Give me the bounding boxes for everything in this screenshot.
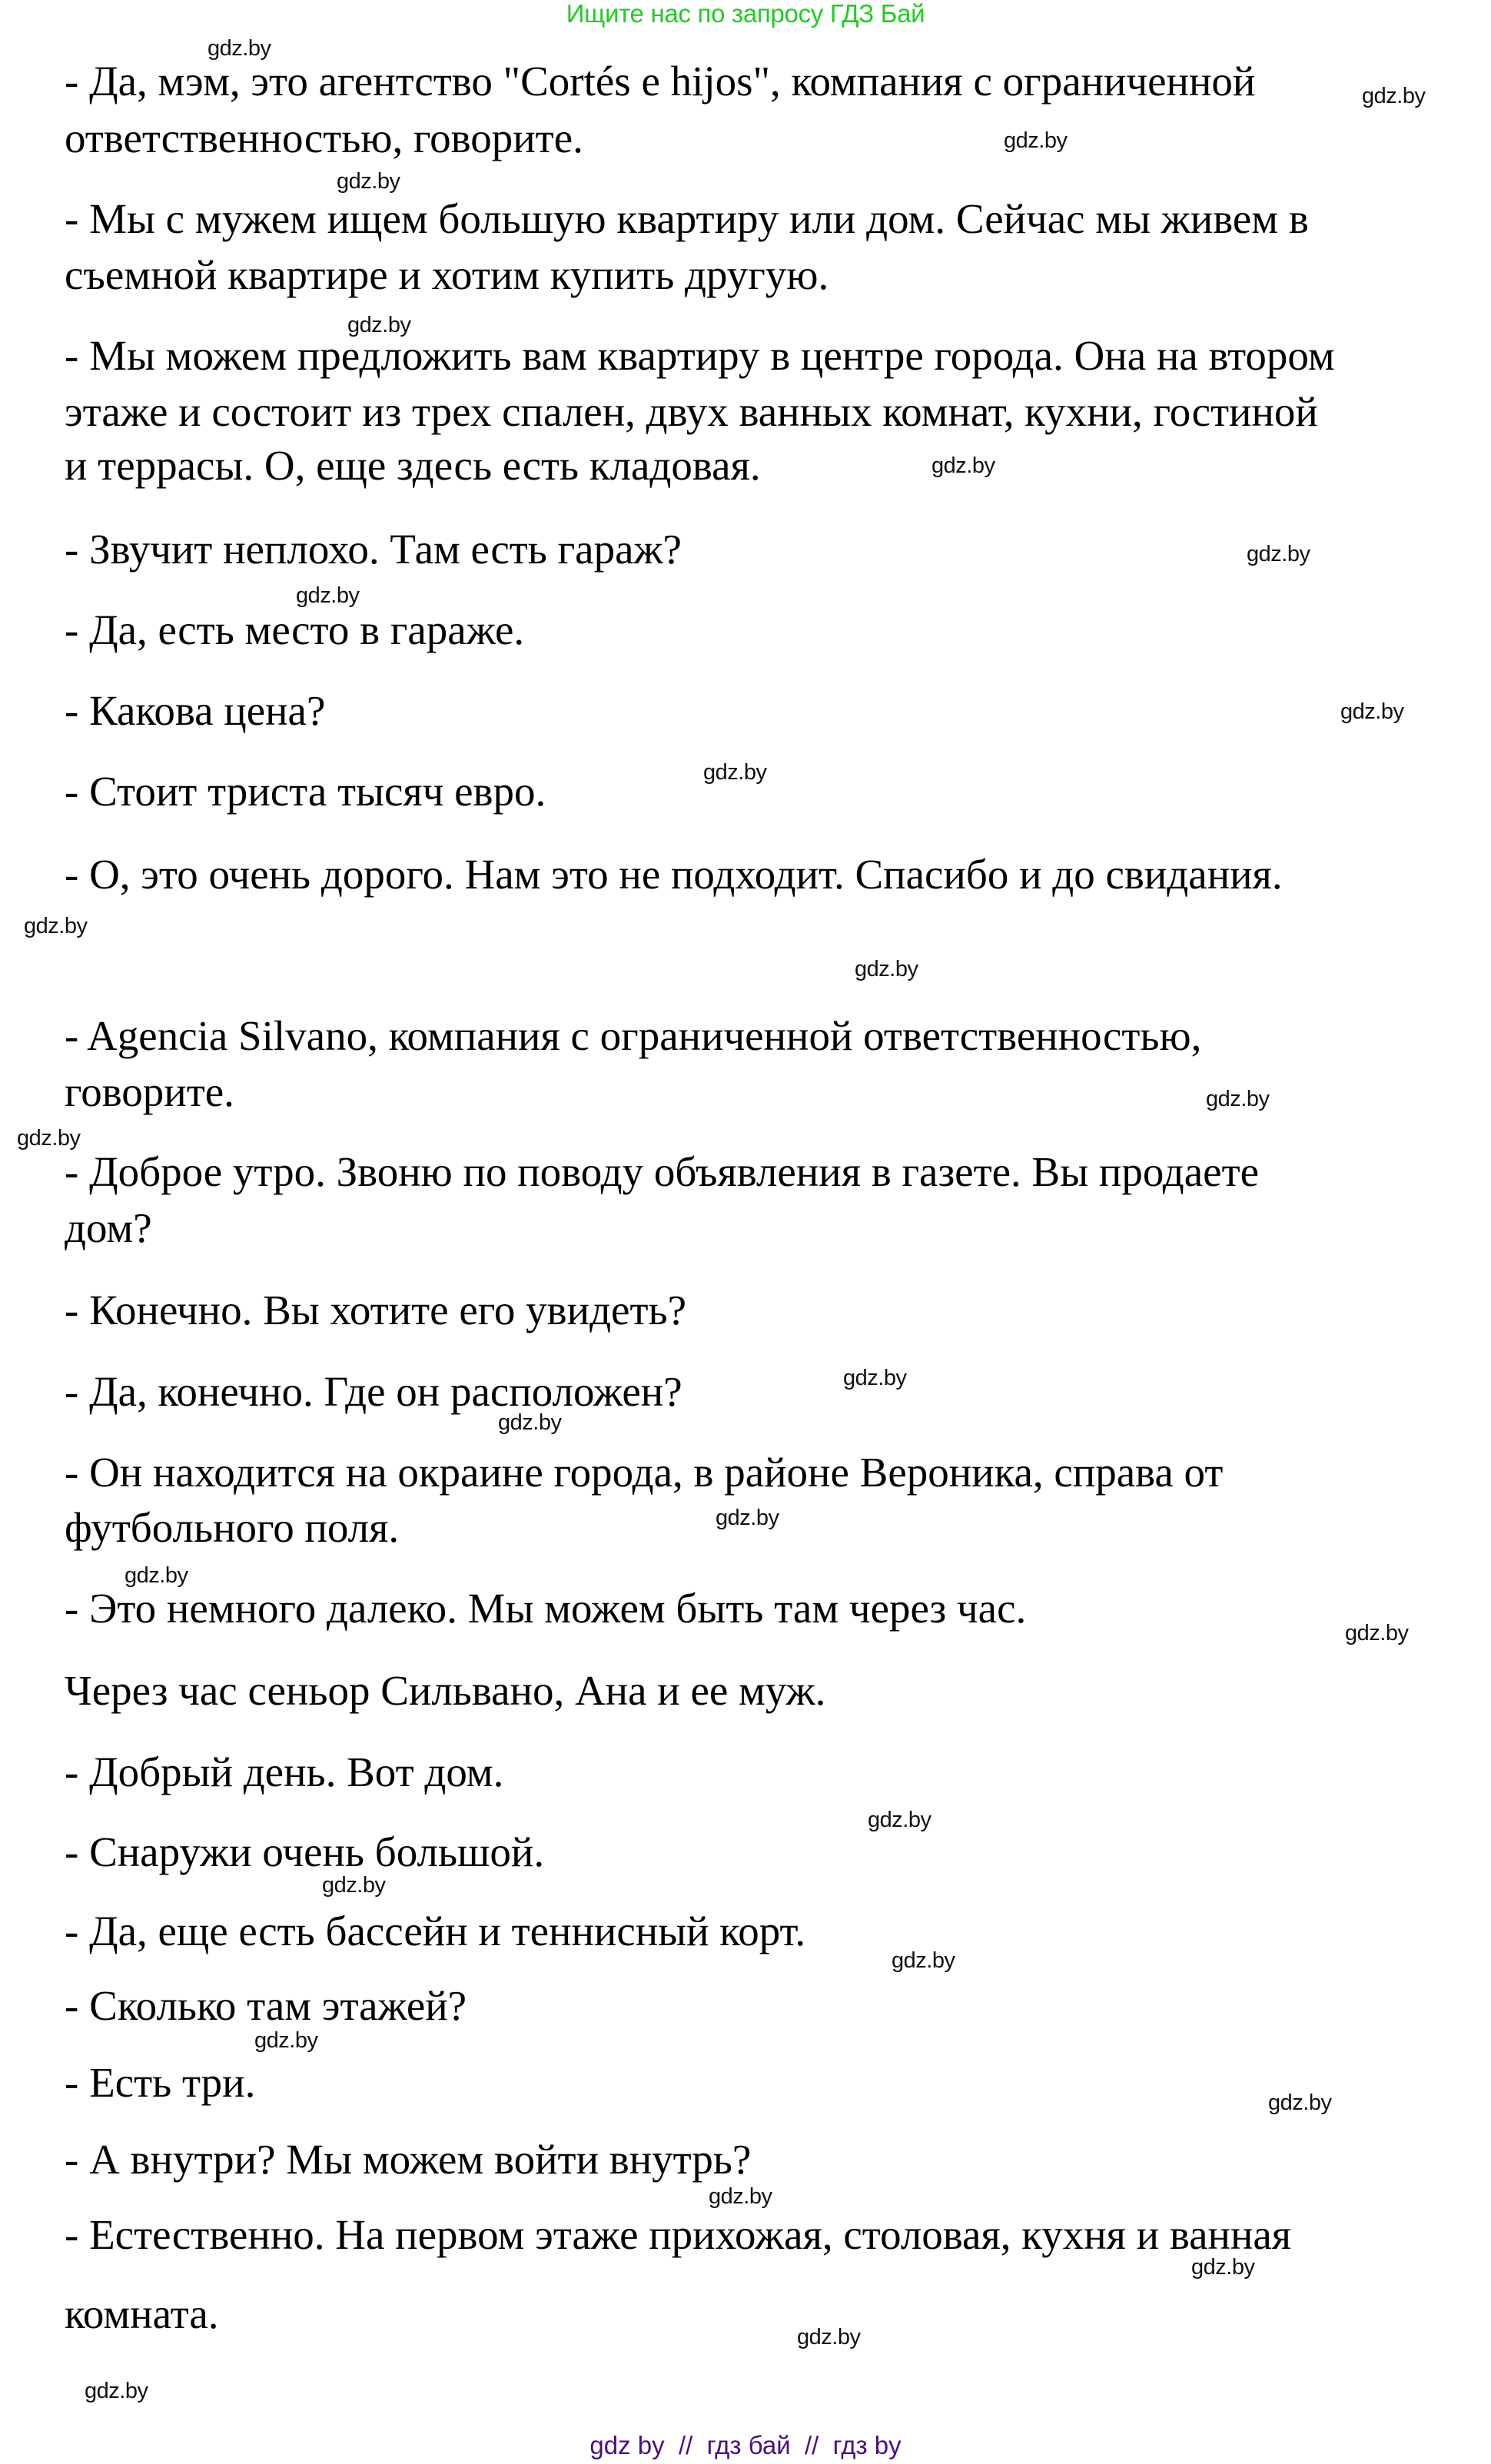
dialogue-line: - Да, конечно. Где он расположен? — [65, 1368, 682, 1415]
watermark: gdz.by — [85, 2379, 148, 2403]
watermark: gdz.by — [347, 313, 411, 337]
dialogue-line: - Сколько там этажей? — [65, 1982, 467, 2029]
dialogue-line: и террасы. О, еще здесь есть кладовая. — [65, 442, 761, 489]
dialogue-line: - Естественно. На первом этаже прихожая, столовая, кухня и ванная — [65, 2211, 1292, 2258]
dialogue-line: дом? — [65, 1204, 152, 1251]
watermark: gdz.by — [498, 1410, 562, 1435]
watermark: gdz.by — [1268, 2090, 1332, 2115]
watermark: gdz.by — [254, 2028, 318, 2053]
dialogue-line: - Да, есть место в гараже. — [65, 606, 525, 653]
dialogue-line: - Да, мэм, это агентство "Cortés e hijos", компания с ограниченной — [65, 58, 1256, 105]
watermark: gdz.by — [17, 1126, 81, 1151]
watermark: gdz.by — [208, 36, 271, 61]
dialogue-line: - А внутри? Мы можем войти внутрь? — [65, 2136, 752, 2183]
dialogue-line: говорите. — [65, 1068, 234, 1115]
watermark: gdz.by — [1206, 1087, 1270, 1111]
dialogue-line: - Agencia Silvano, компания с ограниченной ответственностью, — [65, 1012, 1202, 1059]
watermark: gdz.by — [322, 1873, 386, 1898]
narration-line: Через час сеньор Сильвано, Ана и ее муж. — [65, 1667, 826, 1714]
watermark: gdz.by — [931, 453, 995, 478]
watermark: gdz.by — [716, 1506, 779, 1530]
watermark: gdz.by — [855, 957, 918, 981]
watermark: gdz.by — [709, 2184, 772, 2209]
dialogue-line: - Да, еще есть бассейн и теннисный корт. — [65, 1908, 806, 1954]
watermark: gdz.by — [337, 169, 400, 194]
dialogue-line: - Звучит неплохо. Там есть гараж? — [65, 526, 682, 573]
watermark: gdz.by — [1340, 699, 1404, 724]
watermark: gdz.by — [296, 583, 360, 608]
dialogue-line: - Добрый день. Вот дом. — [65, 1748, 504, 1795]
search-banner: Ищите нас по запросу ГДЗ Бай — [566, 0, 925, 28]
watermark: gdz.by — [892, 1948, 955, 1973]
dialogue-line: - Мы с мужем ищем большую квартиру или дом. Сейчас мы живем в — [65, 195, 1309, 242]
dialogue-line: - Он находится на окраине города, в районе Вероника, справа от — [65, 1449, 1224, 1496]
dialogue-line: - Какова цена? — [65, 687, 326, 734]
footer-links: gdz by // гдз бай // гдз by — [589, 2431, 902, 2459]
watermark: gdz.by — [868, 1808, 931, 1832]
watermark: gdz.by — [125, 1563, 188, 1588]
watermark: gdz.by — [703, 760, 767, 785]
dialogue-line: этаже и состоит из трех спален, двух ванных комнат, кухни, гостиной — [65, 388, 1318, 435]
watermark: gdz.by — [1247, 542, 1310, 566]
watermark: gdz.by — [1191, 2255, 1255, 2280]
dialogue-line: - Стоит триста тысяч евро. — [65, 768, 546, 815]
watermark: gdz.by — [797, 2325, 861, 2349]
watermark: gdz.by — [1362, 84, 1426, 108]
dialogue-line: - Доброе утро. Звоню по поводу объявления в газете. Вы продаете — [65, 1148, 1260, 1195]
watermark: gdz.by — [1345, 1621, 1409, 1645]
watermark: gdz.by — [1004, 128, 1068, 153]
dialogue-line: - Снаружи очень большой. — [65, 1828, 545, 1875]
watermark: gdz.by — [843, 1366, 907, 1390]
dialogue-line: комната. — [65, 2290, 219, 2337]
dialogue-line: - Конечно. Вы хотите его увидеть? — [65, 1287, 686, 1333]
dialogue-line: съемной квартире и хотим купить другую. — [65, 251, 829, 298]
watermark: gdz.by — [24, 914, 88, 938]
dialogue-line: - О, это очень дорого. Нам это не подходит. Спасибо и до свидания. — [65, 851, 1283, 898]
dialogue-line: ответственностью, говорите. — [65, 115, 583, 161]
dialogue-line: футбольного поля. — [65, 1504, 400, 1551]
dialogue-line: - Это немного далеко. Мы можем быть там через час. — [65, 1585, 1027, 1632]
dialogue-line: - Есть три. — [65, 2059, 256, 2106]
dialogue-line: - Мы можем предложить вам квартиру в центре города. Она на втором — [65, 332, 1335, 379]
